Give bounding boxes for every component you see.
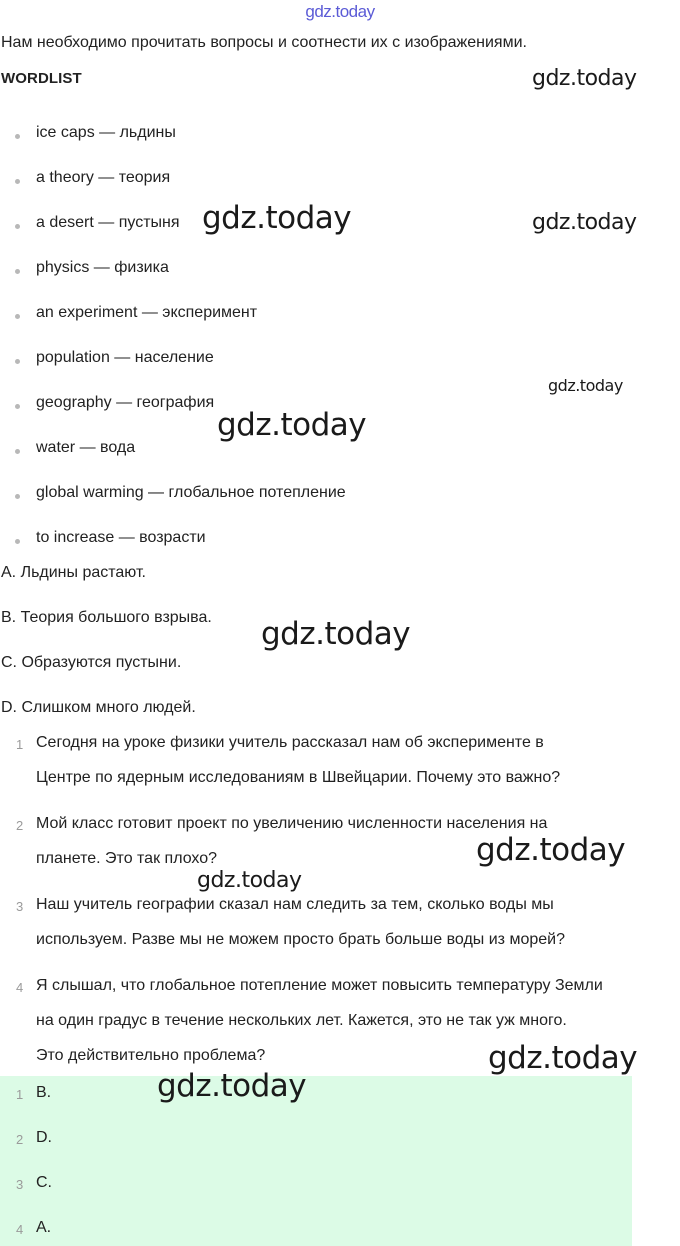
wordlist-item-text: geography — география bbox=[36, 394, 215, 411]
question-number: 4 bbox=[16, 980, 24, 995]
answer-value: C. bbox=[36, 1174, 52, 1191]
watermark: gdz.today bbox=[202, 200, 352, 236]
question-text-line: на один градус в течение нескольких лет. Кажется, это не так уж много. bbox=[36, 1012, 567, 1029]
answer-block bbox=[0, 1076, 632, 1246]
answer-value: B. bbox=[36, 1084, 52, 1101]
question-text-line: Мой класс готовит проект по увеличению численности населения на bbox=[36, 815, 548, 832]
bullet-icon bbox=[15, 359, 20, 364]
question-text-line: Наш учитель географии сказал нам следить за тем, сколько воды мы bbox=[36, 896, 554, 913]
question-number: 2 bbox=[16, 818, 24, 833]
bullet-icon bbox=[15, 179, 20, 184]
watermark: gdz.today bbox=[476, 832, 626, 868]
wordlist-item-text: water — вода bbox=[36, 439, 136, 456]
question-text-line: Я слышал, что глобальное потепление может повысить температуру Земли bbox=[36, 977, 603, 994]
question-number: 1 bbox=[16, 737, 24, 752]
question-text-line: Центре по ядерным исследованиям в Швейцарии. Почему это важно? bbox=[36, 769, 561, 786]
wordlist-item-text: population — население bbox=[36, 349, 214, 366]
watermark: gdz.today bbox=[197, 868, 302, 893]
answer-value: A. bbox=[36, 1219, 52, 1236]
bullet-icon bbox=[15, 314, 20, 319]
wordlist-item-text: global warming — глобальное потепление bbox=[36, 484, 346, 501]
option-c: C. Образуются пустыни. bbox=[1, 654, 182, 671]
watermark: gdz.today bbox=[488, 1040, 638, 1076]
bullet-icon bbox=[15, 494, 20, 499]
wordlist-item-text: physics — физика bbox=[36, 259, 169, 276]
wordlist-item-text: to increase — возрасти bbox=[36, 529, 206, 546]
option-b: B. Теория большого взрыва. bbox=[1, 609, 212, 626]
bullet-icon bbox=[15, 224, 20, 229]
question-text-line: Сегодня на уроке физики учитель рассказал нам об эксперименте в bbox=[36, 734, 544, 751]
bullet-icon bbox=[15, 269, 20, 274]
site-logo[interactable]: gdz.today bbox=[305, 2, 375, 21]
option-a: A. Льдины растают. bbox=[1, 564, 146, 581]
answer-number: 3 bbox=[16, 1177, 24, 1192]
answer-value: D. bbox=[36, 1129, 52, 1146]
bullet-icon bbox=[15, 449, 20, 454]
task-instruction: Нам необходимо прочитать вопросы и соотнести их с изображениями. bbox=[1, 34, 527, 51]
watermark: gdz.today bbox=[261, 616, 411, 652]
wordlist-item-text: an experiment — эксперимент bbox=[36, 304, 258, 321]
answer-number: 4 bbox=[16, 1222, 24, 1237]
bullet-icon bbox=[15, 404, 20, 409]
option-d: D. Слишком много людей. bbox=[1, 699, 196, 716]
wordlist-heading: WORDLIST bbox=[1, 70, 82, 87]
wordlist-item-text: a desert — пустыня bbox=[36, 214, 180, 231]
watermark: gdz.today bbox=[157, 1068, 307, 1104]
watermark: gdz.today bbox=[532, 210, 637, 235]
bullet-icon bbox=[15, 539, 20, 544]
question-number: 3 bbox=[16, 899, 24, 914]
watermark: gdz.today bbox=[532, 66, 637, 91]
wordlist-item-text: ice caps — льдины bbox=[36, 124, 176, 141]
question-text-line: используем. Разве мы не можем просто брать больше воды из морей? bbox=[36, 931, 565, 948]
wordlist-item-text: a theory — теория bbox=[36, 169, 171, 186]
bullet-icon bbox=[15, 134, 20, 139]
watermark: gdz.today bbox=[548, 376, 623, 395]
answer-number: 2 bbox=[16, 1132, 24, 1147]
question-text-line: планете. Это так плохо? bbox=[36, 850, 218, 867]
question-text-line: Это действительно проблема? bbox=[36, 1047, 266, 1064]
answer-number: 1 bbox=[16, 1087, 24, 1102]
watermark: gdz.today bbox=[217, 407, 367, 443]
